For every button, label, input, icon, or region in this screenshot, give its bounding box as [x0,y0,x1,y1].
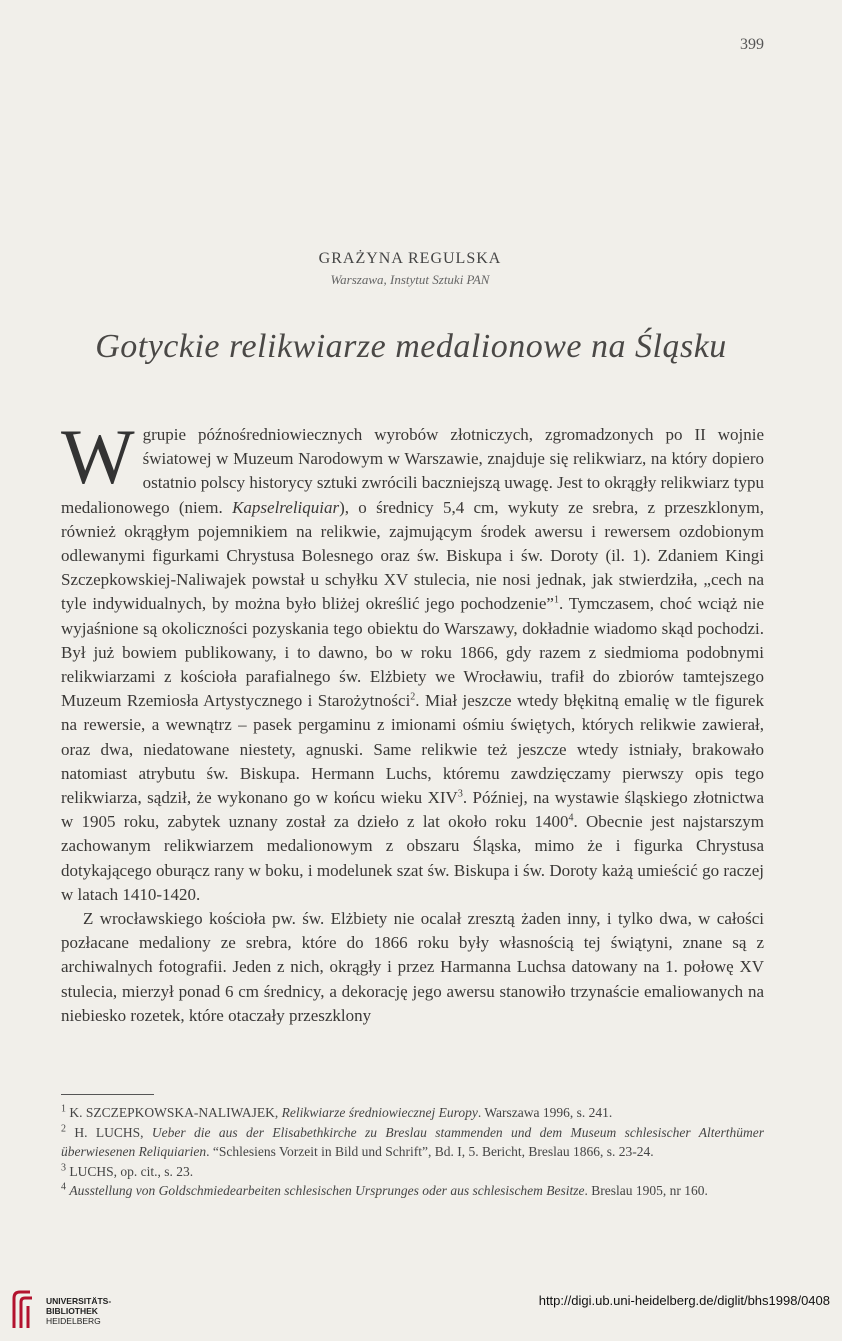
paragraph-1 [61,413,764,907]
text-run: . Tymczasem, choć wciąż nie wyjaśnione są okoliczności pozyskania tego obiektu do Warszawy, dokładnie wiadomo skąd pochodzi. Był już bowiem publikowany, i to dawno, bo w roku 1866, gdy razem z siedmioma podobnymi relikwiarzami z kościoła parafialnego św. Elżbiety we Wrocławiu, trafił do zbiorów tamtejszego Muzeum Rzemiosła Artystycznego i Starożytności [61,594,764,711]
footnote-ref[interactable]: 1 [553,594,559,606]
source-url-link[interactable]: http://digi.ub.uni-heidelberg.de/diglit/bhs1998/0408 [538,1293,830,1308]
footnote-ref[interactable]: 4 [568,812,574,824]
footnote-1: $^1$ K. SZCZEPKOWSKA-NALIWAJEK, Relikwiarze średniowiecznej Europy. Warszawa 1996, s. 241. [61,1103,613,1120]
author-name: GRAŻYNA REGULSKA [318,250,502,267]
footnote-3: $^3$ LUCHS, op. cit., s. 23. [61,1162,194,1179]
text-run: Kapselreliquiar [232,497,340,517]
author-affiliation: Warszawa, Instytut Sztuki PAN [330,272,490,287]
footnote-divider [61,1094,154,1095]
text-run: ), o średnicy 5,4 cm, wykuty ze srebra, z przeszklonym, również okrągłym pojemnikiem na relikwie, zajmującym środek awersu i rewersem ozdobionym odlewanymi figurkami Chrystusa Bolesnego oraz św. Biskupa i św. Doroty (il. 1). Zdaniem Kingi Szczepkowskiej-Naliwajek powstał u schyłku XV stulecia, nie nosi jednak, jak stwierdziła, „cech na tyle indywidualnych, by można było bliżej określić jego pochodzenie” [61,497,764,614]
footnote-4: $^4$ Ausstellung von Goldschmiedearbeiten schlesischen Ursprunges oder aus schlesischem Besitze. Breslau 1905, nr 160. [61,1181,708,1198]
library-name: UNIVERSITÄTS- BIBLIOTHEK HEIDELBERG [46,1296,112,1326]
article-body [61,413,764,1028]
page-number: 399 [740,36,764,53]
drop-cap: W [61,413,135,500]
paragraph-2: Z wrocławskiego kościoła pw. św. Elżbiety nie ocalał zresztą żaden inny, i tylko dwa, w całości pozłacane medaliony ze srebra, które do 1866 roku były własnością tej świątyni, znane są z archiwalnych fotografii. Jeden z nich, okrągły i przez Harmanna Luchsa datowany na 1. połowę XV stulecia, mierzył ponad 6 cm średnicy, a dekorację jego awersu stanowiło trzynaście emaliowanych na niebiesko rozetek, które otaczały przeszklony [61,909,764,1025]
library-footer [0,1282,842,1341]
text-run: . Obecnie jest najstarszym zachowanym relikwiarzem medalionowym z obszaru Śląska, mimo że i figurka Chrystusa dotykającego oburącz rany w boku, i modelunek szat św. Biskupa i św. Doroty każą umieścić go raczej w latach 1410-1420. [61,812,764,904]
text-run: . Później, na wystawie śląskiego złotnictwa w 1905 roku, zabytek uznany został za dzieło z lat około roku 1400 [61,788,764,832]
footnote-ref[interactable]: 3 [457,788,463,800]
footnote-2: $^2$ H. LUCHS, Ueber die aus der Elisabethkirche zu Breslau stammenden und dem Museum schlesischer Alterthümer überwiesenen Reliquiarien. “Schlesiens Vorzeit in Bild und Schrift”, Bd. I, 5. Bericht, Breslau 1866, s. 23-24. [61,1123,765,1159]
footnotes [61,1103,764,1201]
library-logo-icon [10,1288,36,1332]
text-run: . Miał jeszcze wtedy błękitną emalię w tle figurek na rewersie, a wewnątrz – pasek pergaminu z imionami ośmiu świętych, których relikwie zawierał, oraz dwa, niedatowane niestety, agnuski. Same relikwie też jeszcze wtedy istniały, brakowało natomiast atrybutu św. Biskupa. Hermann Luchs, któremu zawdzięczamy pierwszy opis tego relikwiarza, sądził, że wykonano go w końcu wieku XIV [61,691,764,808]
footnote-ref[interactable]: 2 [410,691,416,703]
article-title: Gotyckie relikwiarze medalionowe na Śląsku [95,328,727,365]
text-run: grupie późnośredniowiecznych wyrobów złotniczych, zgromadzonych po II wojnie światowej w Muzeum Narodowym w Warszawie, znajduje się relikwiarz, na który dopiero ostatnio polscy historycy sztuki zwrócili baczniejszą uwagę. Jest to okrągły relikwiarz typu medalionowego (niem. [61,425,764,517]
